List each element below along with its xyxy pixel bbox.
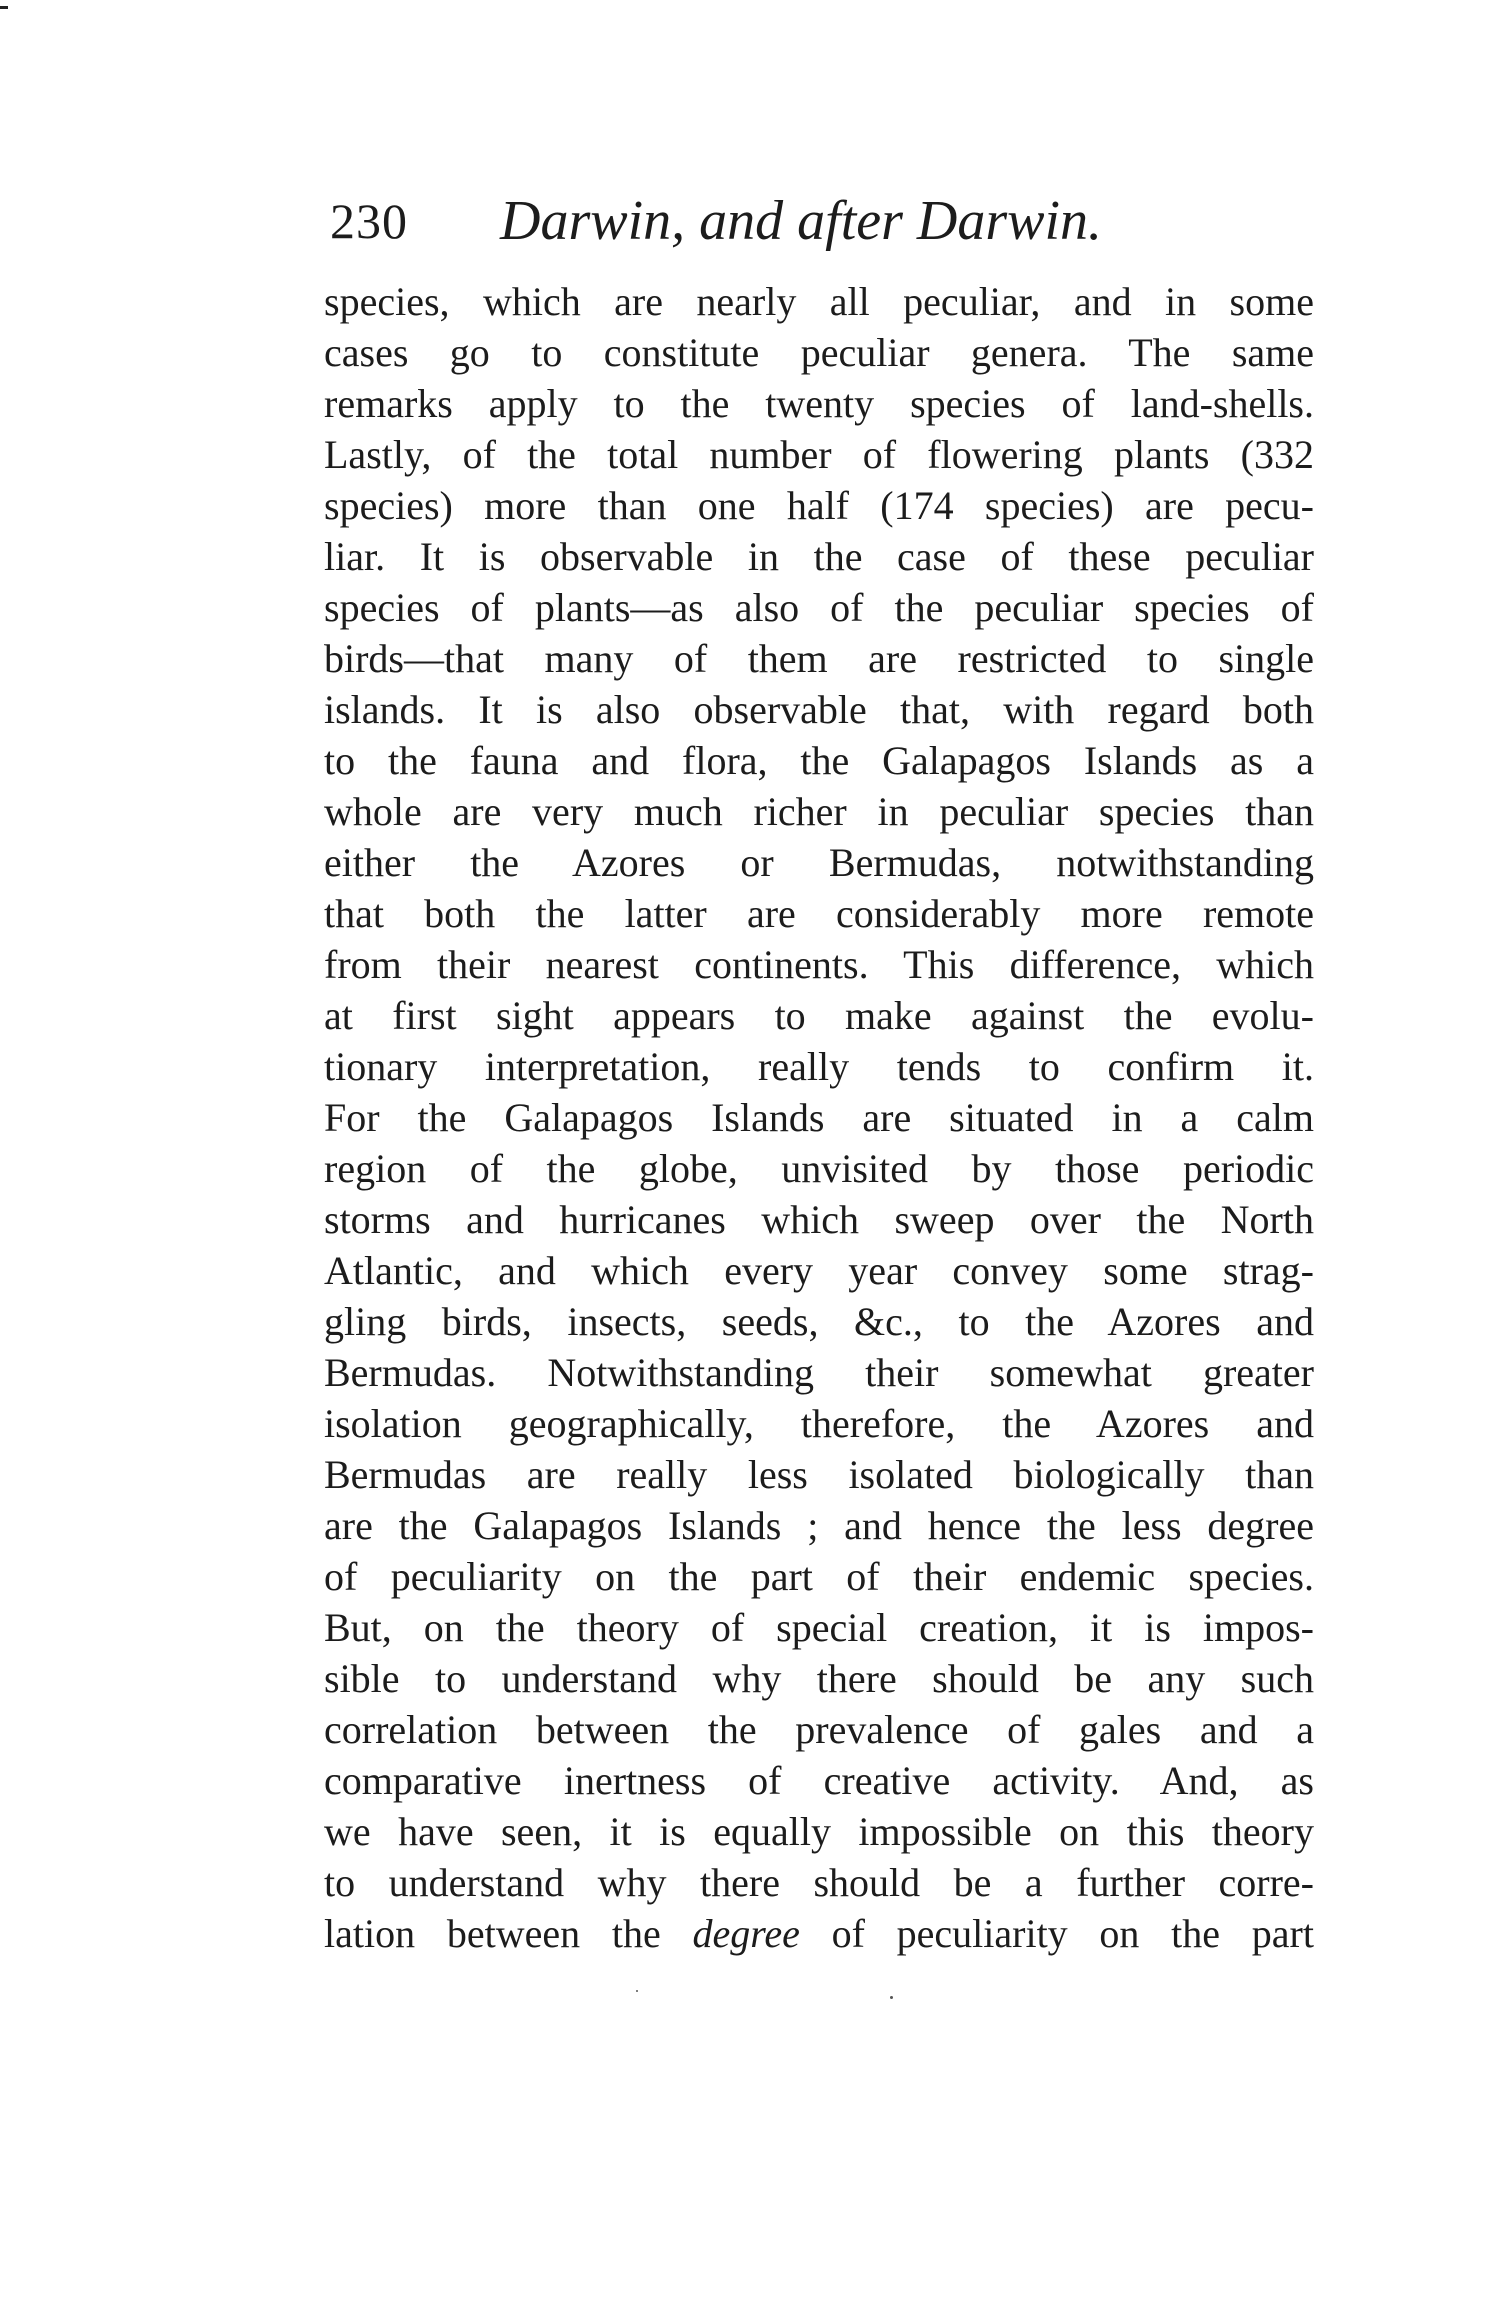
last-line-end: of peculiarity on the part bbox=[799, 1911, 1314, 1956]
text-line: whole are very much richer in peculiar species than bbox=[324, 789, 1314, 834]
text-line: But, on the theory of special creation, it is impos- bbox=[324, 1605, 1314, 1650]
page-number: 230 bbox=[330, 193, 408, 249]
text-line-last bbox=[324, 1908, 1314, 1959]
text-line: region of the globe, unvisited by those periodic bbox=[324, 1146, 1314, 1191]
text-line: either the Azores or Bermudas, notwithstanding bbox=[324, 840, 1314, 885]
text-line: correlation between the prevalence of gales and a bbox=[324, 1707, 1314, 1752]
text-line: Atlantic, and which every year convey some strag- bbox=[324, 1248, 1314, 1293]
running-head bbox=[330, 186, 1320, 256]
text-line: remarks apply to the twenty species of land-shells. bbox=[324, 381, 1314, 426]
text-line: Lastly, of the total number of flowering plants (332 bbox=[324, 432, 1314, 477]
running-title: Darwin, and after Darwin. bbox=[500, 190, 1103, 252]
text-line: liar. It is observable in the case of these peculiar bbox=[324, 534, 1314, 579]
text-line: gling birds, insects, seeds, &c., to the Azores and bbox=[324, 1299, 1314, 1344]
text-line: are the Galapagos Islands ; and hence the less degree bbox=[324, 1503, 1314, 1548]
text-line: birds—that many of them are restricted to single bbox=[324, 636, 1314, 681]
text-line: species, which are nearly all peculiar, and in some bbox=[324, 279, 1314, 324]
text-line: sible to understand why there should be any such bbox=[324, 1656, 1314, 1701]
text-line: species of plants—as also of the peculiar species of bbox=[324, 585, 1314, 630]
print-speck bbox=[890, 1996, 893, 1999]
text-line: isolation geographically, therefore, the Azores and bbox=[324, 1401, 1314, 1446]
text-line: of peculiarity on the part of their endemic species. bbox=[324, 1554, 1314, 1599]
text-line: tionary interpretation, really tends to confirm it. bbox=[324, 1044, 1314, 1089]
text-line: at first sight appears to make against the evolu- bbox=[324, 993, 1314, 1038]
emphasis-degree: degree bbox=[692, 1911, 800, 1956]
text-line: Bermudas. Notwithstanding their somewhat greater bbox=[324, 1350, 1314, 1395]
body-text bbox=[324, 276, 1314, 1959]
text-line: that both the latter are considerably more remote bbox=[324, 891, 1314, 936]
text-line: to the fauna and flora, the Galapagos Islands as a bbox=[324, 738, 1314, 783]
text-line: from their nearest continents. This difference, which bbox=[324, 942, 1314, 987]
last-line-start: lation between the bbox=[324, 1911, 693, 1956]
text-line: to understand why there should be a further corre- bbox=[324, 1860, 1314, 1905]
text-line: For the Galapagos Islands are situated in a calm bbox=[324, 1095, 1314, 1140]
text-line: islands. It is also observable that, with regard both bbox=[324, 687, 1314, 732]
print-speck bbox=[636, 1990, 638, 1992]
text-line: Bermudas are really less isolated biologically than bbox=[324, 1452, 1314, 1497]
text-line: cases go to constitute peculiar genera. The same bbox=[324, 330, 1314, 375]
text-line: we have seen, it is equally impossible on this theory bbox=[324, 1809, 1314, 1854]
text-line: storms and hurricanes which sweep over the North bbox=[324, 1197, 1314, 1242]
text-line: comparative inertness of creative activity. And, as bbox=[324, 1758, 1314, 1803]
text-line: species) more than one half (174 species) are pecu- bbox=[324, 483, 1314, 528]
